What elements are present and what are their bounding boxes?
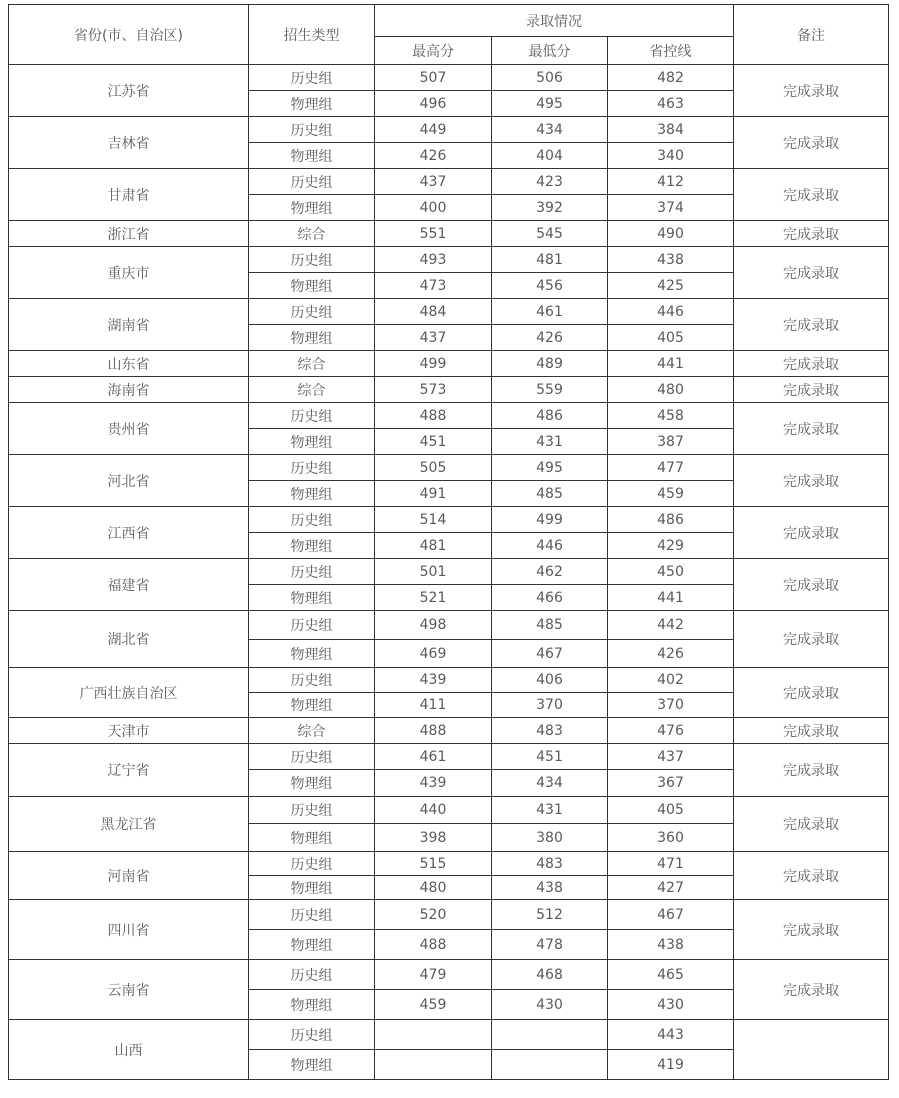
min-score-cell: [492, 1050, 608, 1080]
table-row: [9, 247, 889, 273]
note-cell: 完成录取: [734, 169, 889, 221]
min-score-cell: 468: [492, 960, 608, 990]
type-cell: 历史组: [249, 559, 375, 585]
min-score-cell: 495: [492, 455, 608, 481]
type-cell: 物理组: [249, 325, 375, 351]
type-cell: 历史组: [249, 611, 375, 640]
control-line-cell: 490: [608, 221, 734, 247]
min-score-cell: 495: [492, 91, 608, 117]
type-cell: 物理组: [249, 91, 375, 117]
control-line-cell: 367: [608, 770, 734, 797]
control-line-cell: 402: [608, 668, 734, 693]
table-row: [9, 744, 889, 770]
type-cell: 物理组: [249, 481, 375, 507]
max-score-cell: 498: [375, 611, 492, 640]
note-cell: 完成录取: [734, 559, 889, 611]
type-cell: 综合: [249, 221, 375, 247]
note-cell: 完成录取: [734, 299, 889, 351]
note-cell: [734, 1020, 889, 1080]
min-score-cell: [492, 1020, 608, 1050]
province-cell: 云南省: [9, 960, 249, 1020]
type-cell: 物理组: [249, 640, 375, 668]
control-line-cell: 438: [608, 930, 734, 960]
province-cell: 广西壮族自治区: [9, 668, 249, 718]
control-line-cell: 441: [608, 351, 734, 377]
max-score-cell: 573: [375, 377, 492, 403]
province-cell: 湖南省: [9, 299, 249, 351]
table-row: [9, 559, 889, 585]
max-score-cell: 449: [375, 117, 492, 143]
min-score-cell: 467: [492, 640, 608, 668]
header-min-score: 最低分: [492, 37, 608, 65]
max-score-cell: 437: [375, 325, 492, 351]
type-cell: 物理组: [249, 1050, 375, 1080]
min-score-cell: 461: [492, 299, 608, 325]
table-row: [9, 117, 889, 143]
max-score-cell: 480: [375, 876, 492, 900]
control-line-cell: 477: [608, 455, 734, 481]
province-cell: 四川省: [9, 900, 249, 960]
header-province: 省份(市、自治区): [9, 5, 249, 65]
type-cell: 物理组: [249, 990, 375, 1020]
note-cell: 完成录取: [734, 247, 889, 299]
header-type: 招生类型: [249, 5, 375, 65]
type-cell: 物理组: [249, 585, 375, 611]
min-score-cell: 431: [492, 429, 608, 455]
type-cell: 历史组: [249, 852, 375, 876]
header-admission: 录取情况: [375, 5, 734, 37]
header-control-line: 省控线: [608, 37, 734, 65]
min-score-cell: 478: [492, 930, 608, 960]
province-cell: 山西: [9, 1020, 249, 1080]
max-score-cell: 551: [375, 221, 492, 247]
min-score-cell: 431: [492, 797, 608, 824]
control-line-cell: 340: [608, 143, 734, 169]
min-score-cell: 559: [492, 377, 608, 403]
province-cell: 河北省: [9, 455, 249, 507]
max-score-cell: [375, 1020, 492, 1050]
note-cell: 完成录取: [734, 377, 889, 403]
type-cell: 物理组: [249, 429, 375, 455]
table-row: [9, 351, 889, 377]
control-line-cell: 427: [608, 876, 734, 900]
province-cell: 江苏省: [9, 65, 249, 117]
note-cell: 完成录取: [734, 852, 889, 900]
max-score-cell: 507: [375, 65, 492, 91]
max-score-cell: 484: [375, 299, 492, 325]
control-line-cell: 443: [608, 1020, 734, 1050]
control-line-cell: 374: [608, 195, 734, 221]
table-row: [9, 169, 889, 195]
min-score-cell: 512: [492, 900, 608, 930]
note-cell: 完成录取: [734, 455, 889, 507]
min-score-cell: 438: [492, 876, 608, 900]
min-score-cell: 426: [492, 325, 608, 351]
max-score-cell: 491: [375, 481, 492, 507]
min-score-cell: 370: [492, 693, 608, 718]
note-cell: 完成录取: [734, 797, 889, 852]
control-line-cell: 458: [608, 403, 734, 429]
control-line-cell: 486: [608, 507, 734, 533]
type-cell: 历史组: [249, 403, 375, 429]
province-cell: 湖北省: [9, 611, 249, 668]
admission-score-table: [8, 4, 889, 1080]
min-score-cell: 404: [492, 143, 608, 169]
table-row: [9, 718, 889, 744]
control-line-cell: 405: [608, 797, 734, 824]
note-cell: 完成录取: [734, 611, 889, 668]
min-score-cell: 462: [492, 559, 608, 585]
note-cell: 完成录取: [734, 65, 889, 117]
control-line-cell: 419: [608, 1050, 734, 1080]
control-line-cell: 437: [608, 744, 734, 770]
type-cell: 物理组: [249, 195, 375, 221]
min-score-cell: 486: [492, 403, 608, 429]
min-score-cell: 485: [492, 611, 608, 640]
max-score-cell: 520: [375, 900, 492, 930]
table-row: [9, 1020, 889, 1050]
type-cell: 历史组: [249, 507, 375, 533]
control-line-cell: 387: [608, 429, 734, 455]
max-score-cell: 437: [375, 169, 492, 195]
note-cell: 完成录取: [734, 718, 889, 744]
max-score-cell: 499: [375, 351, 492, 377]
control-line-cell: 446: [608, 299, 734, 325]
header-max-score: 最高分: [375, 37, 492, 65]
province-cell: 重庆市: [9, 247, 249, 299]
province-cell: 吉林省: [9, 117, 249, 169]
note-cell: 完成录取: [734, 351, 889, 377]
type-cell: 历史组: [249, 247, 375, 273]
max-score-cell: 469: [375, 640, 492, 668]
max-score-cell: 411: [375, 693, 492, 718]
note-cell: 完成录取: [734, 744, 889, 797]
table-row: [9, 960, 889, 990]
type-cell: 物理组: [249, 876, 375, 900]
table-row: [9, 852, 889, 876]
max-score-cell: 496: [375, 91, 492, 117]
province-cell: 辽宁省: [9, 744, 249, 797]
table-row: [9, 299, 889, 325]
control-line-cell: 480: [608, 377, 734, 403]
min-score-cell: 483: [492, 852, 608, 876]
note-cell: 完成录取: [734, 221, 889, 247]
note-cell: 完成录取: [734, 960, 889, 1020]
max-score-cell: 439: [375, 668, 492, 693]
province-cell: 河南省: [9, 852, 249, 900]
type-cell: 物理组: [249, 533, 375, 559]
province-cell: 浙江省: [9, 221, 249, 247]
control-line-cell: 405: [608, 325, 734, 351]
min-score-cell: 485: [492, 481, 608, 507]
min-score-cell: 423: [492, 169, 608, 195]
type-cell: 历史组: [249, 65, 375, 91]
type-cell: 历史组: [249, 900, 375, 930]
control-line-cell: 476: [608, 718, 734, 744]
max-score-cell: 505: [375, 455, 492, 481]
min-score-cell: 451: [492, 744, 608, 770]
province-cell: 黑龙江省: [9, 797, 249, 852]
max-score-cell: 459: [375, 990, 492, 1020]
max-score-cell: 488: [375, 718, 492, 744]
type-cell: 历史组: [249, 744, 375, 770]
control-line-cell: 426: [608, 640, 734, 668]
province-cell: 天津市: [9, 718, 249, 744]
control-line-cell: 430: [608, 990, 734, 1020]
note-cell: 完成录取: [734, 900, 889, 960]
type-cell: 历史组: [249, 797, 375, 824]
control-line-cell: 463: [608, 91, 734, 117]
control-line-cell: 467: [608, 900, 734, 930]
max-score-cell: 439: [375, 770, 492, 797]
control-line-cell: 412: [608, 169, 734, 195]
min-score-cell: 481: [492, 247, 608, 273]
province-cell: 江西省: [9, 507, 249, 559]
type-cell: 物理组: [249, 143, 375, 169]
control-line-cell: 438: [608, 247, 734, 273]
max-score-cell: 493: [375, 247, 492, 273]
table-row: [9, 377, 889, 403]
max-score-cell: 521: [375, 585, 492, 611]
min-score-cell: 456: [492, 273, 608, 299]
table-row: [9, 403, 889, 429]
max-score-cell: [375, 1050, 492, 1080]
type-cell: 综合: [249, 377, 375, 403]
table-row: [9, 611, 889, 640]
table-body: [9, 65, 889, 1080]
max-score-cell: 481: [375, 533, 492, 559]
max-score-cell: 451: [375, 429, 492, 455]
table-row: [9, 221, 889, 247]
control-line-cell: 450: [608, 559, 734, 585]
max-score-cell: 515: [375, 852, 492, 876]
header-note: 备注: [734, 5, 889, 65]
max-score-cell: 398: [375, 824, 492, 852]
min-score-cell: 499: [492, 507, 608, 533]
min-score-cell: 506: [492, 65, 608, 91]
table-header: [9, 5, 889, 65]
control-line-cell: 465: [608, 960, 734, 990]
control-line-cell: 442: [608, 611, 734, 640]
control-line-cell: 471: [608, 852, 734, 876]
header-row: [9, 5, 889, 37]
province-cell: 山东省: [9, 351, 249, 377]
note-cell: 完成录取: [734, 668, 889, 718]
type-cell: 物理组: [249, 273, 375, 299]
note-cell: 完成录取: [734, 403, 889, 455]
type-cell: 历史组: [249, 455, 375, 481]
control-line-cell: 429: [608, 533, 734, 559]
note-cell: 完成录取: [734, 507, 889, 559]
table-row: [9, 900, 889, 930]
min-score-cell: 483: [492, 718, 608, 744]
type-cell: 历史组: [249, 299, 375, 325]
control-line-cell: 459: [608, 481, 734, 507]
table-row: [9, 65, 889, 91]
max-score-cell: 488: [375, 930, 492, 960]
max-score-cell: 479: [375, 960, 492, 990]
min-score-cell: 430: [492, 990, 608, 1020]
type-cell: 历史组: [249, 1020, 375, 1050]
province-cell: 甘肃省: [9, 169, 249, 221]
min-score-cell: 434: [492, 770, 608, 797]
type-cell: 历史组: [249, 668, 375, 693]
max-score-cell: 514: [375, 507, 492, 533]
min-score-cell: 406: [492, 668, 608, 693]
max-score-cell: 440: [375, 797, 492, 824]
min-score-cell: 380: [492, 824, 608, 852]
control-line-cell: 384: [608, 117, 734, 143]
type-cell: 历史组: [249, 117, 375, 143]
type-cell: 历史组: [249, 169, 375, 195]
province-cell: 贵州省: [9, 403, 249, 455]
table-row: [9, 668, 889, 693]
min-score-cell: 434: [492, 117, 608, 143]
min-score-cell: 545: [492, 221, 608, 247]
control-line-cell: 441: [608, 585, 734, 611]
type-cell: 物理组: [249, 824, 375, 852]
province-cell: 福建省: [9, 559, 249, 611]
control-line-cell: 370: [608, 693, 734, 718]
max-score-cell: 426: [375, 143, 492, 169]
type-cell: 物理组: [249, 693, 375, 718]
type-cell: 历史组: [249, 960, 375, 990]
table-row: [9, 507, 889, 533]
type-cell: 综合: [249, 351, 375, 377]
max-score-cell: 488: [375, 403, 492, 429]
note-cell: 完成录取: [734, 117, 889, 169]
type-cell: 物理组: [249, 930, 375, 960]
type-cell: 综合: [249, 718, 375, 744]
min-score-cell: 446: [492, 533, 608, 559]
province-cell: 海南省: [9, 377, 249, 403]
min-score-cell: 489: [492, 351, 608, 377]
table-row: [9, 797, 889, 824]
control-line-cell: 425: [608, 273, 734, 299]
max-score-cell: 400: [375, 195, 492, 221]
min-score-cell: 392: [492, 195, 608, 221]
min-score-cell: 466: [492, 585, 608, 611]
table-row: [9, 455, 889, 481]
type-cell: 物理组: [249, 770, 375, 797]
control-line-cell: 482: [608, 65, 734, 91]
max-score-cell: 473: [375, 273, 492, 299]
max-score-cell: 501: [375, 559, 492, 585]
max-score-cell: 461: [375, 744, 492, 770]
control-line-cell: 360: [608, 824, 734, 852]
